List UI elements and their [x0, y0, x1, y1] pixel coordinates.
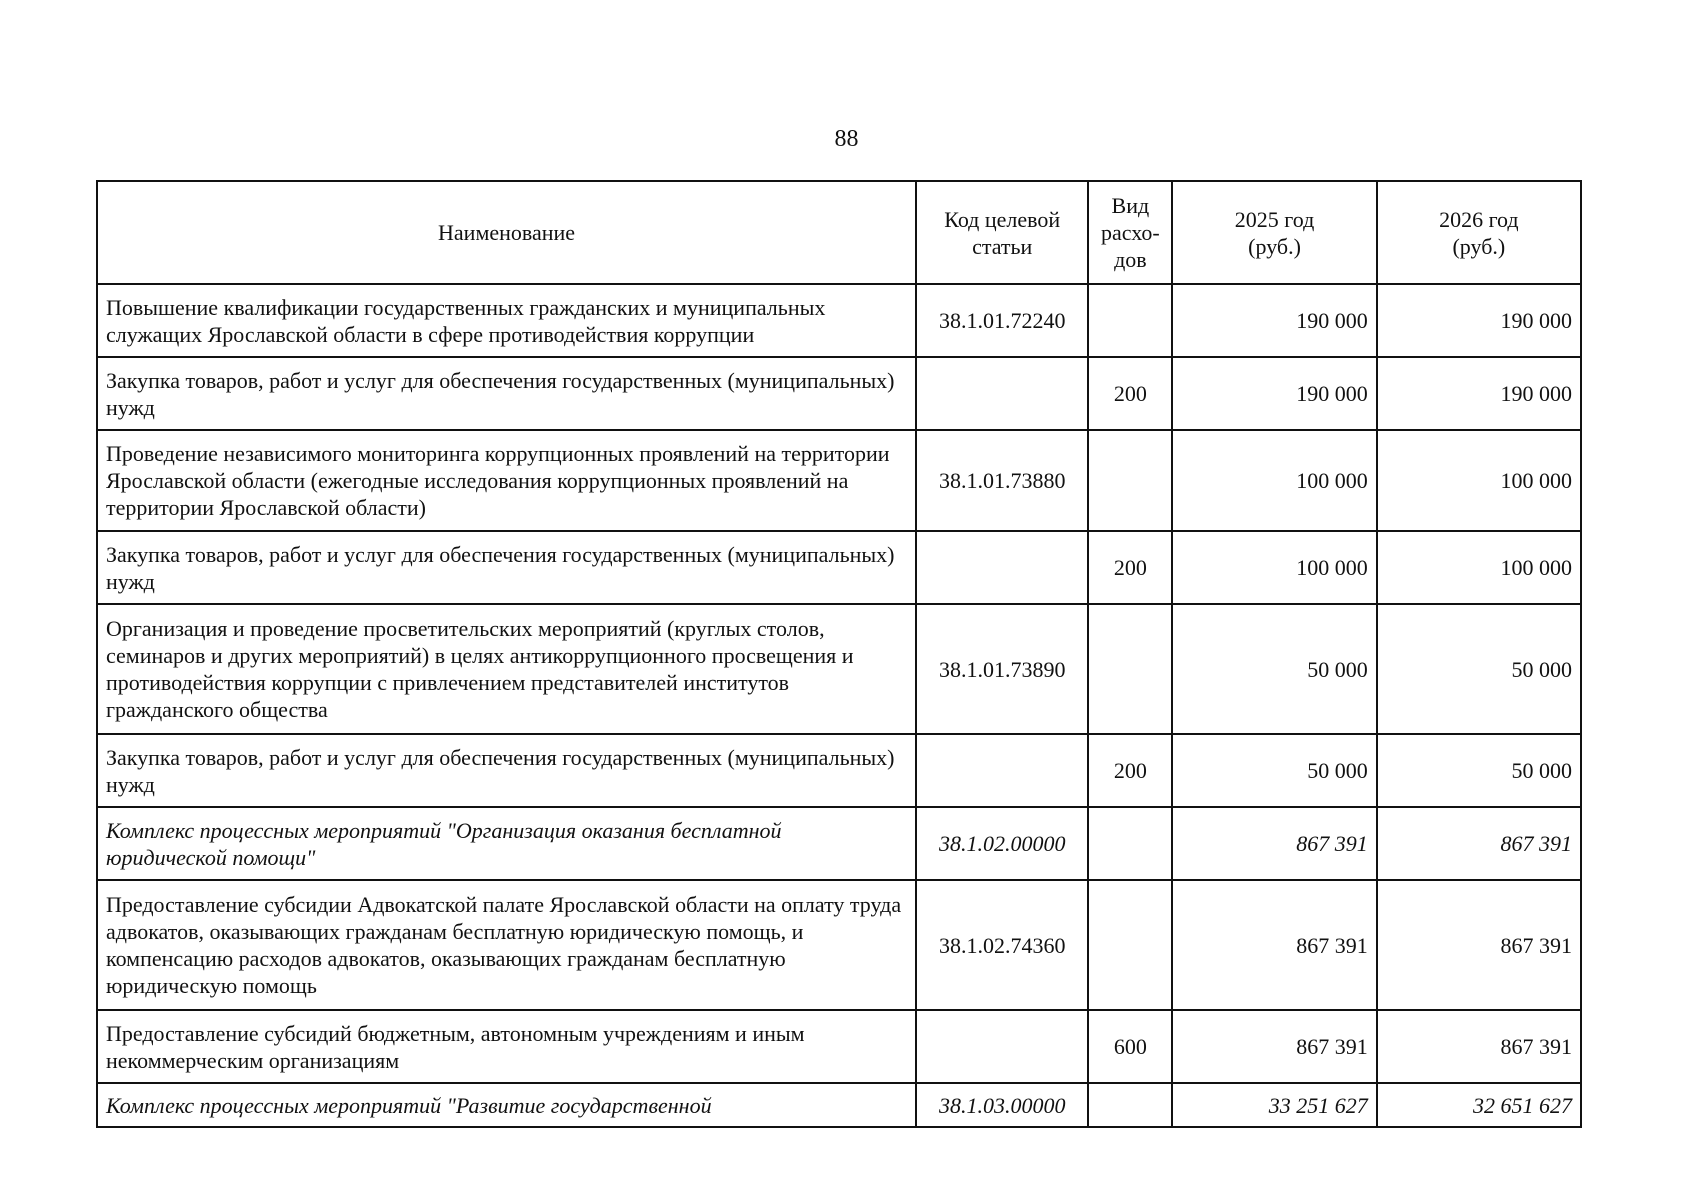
row-name: Комплекс процессных мероприятий "Организация оказания бесплатной юридической помощи" [97, 807, 916, 880]
row-kind [1088, 430, 1172, 531]
table-row [97, 1010, 1581, 1083]
row-2026: 867 391 [1377, 807, 1581, 880]
header-kind-line: дов [1114, 247, 1147, 272]
row-code: 38.1.01.73880 [916, 430, 1088, 531]
row-2026: 50 000 [1377, 604, 1581, 734]
row-2026: 190 000 [1377, 284, 1581, 357]
row-code [916, 531, 1088, 604]
row-code [916, 1010, 1088, 1083]
row-2025: 867 391 [1172, 1010, 1376, 1083]
row-name: Организация и проведение просветительских мероприятий (круглых столов, семинаров и других мероприятий) в целях антикоррупционного просвещения и противодействия коррупции с привлечением представителей институтов гражданского общества [97, 604, 916, 734]
row-2026: 100 000 [1377, 531, 1581, 604]
header-2025-line: (руб.) [1248, 233, 1301, 259]
row-2025: 867 391 [1172, 880, 1376, 1010]
row-kind [1088, 604, 1172, 734]
header-2026-line: (руб.) [1452, 233, 1506, 259]
row-2025: 100 000 [1172, 531, 1376, 604]
row-code [916, 357, 1088, 430]
row-name: Закупка товаров, работ и услуг для обеспечения государственных (муниципальных) нужд [97, 531, 916, 604]
row-2026: 867 391 [1377, 1010, 1581, 1083]
table-row [97, 284, 1581, 357]
row-kind: 600 [1088, 1010, 1172, 1083]
row-2026: 100 000 [1377, 430, 1581, 531]
row-2025: 50 000 [1172, 604, 1376, 734]
row-kind [1088, 807, 1172, 880]
header-code-line: Код целевой [944, 206, 1061, 232]
header-name-text: Наименование [438, 220, 576, 245]
header-kind-line: расхо- [1101, 220, 1160, 245]
table-header-row [97, 181, 1581, 284]
row-2025: 100 000 [1172, 430, 1376, 531]
row-name: Повышение квалификации государственных гражданских и муниципальных служащих Ярославской области в сфере противодействия коррупции [97, 284, 916, 357]
row-2025: 33 251 627 [1172, 1083, 1376, 1127]
header-2026-line: 2026 год [1439, 206, 1519, 232]
table-row [97, 880, 1581, 1010]
row-name: Предоставление субсидии Адвокатской палате Ярославской области на оплату труда адвокатов, оказывающих гражданам бесплатную юридическую помощь, и компенсацию расходов адвокатов, оказывающих гражданам бесплатную юридическую помощь [97, 880, 916, 1010]
row-name: Проведение независимого мониторинга коррупционных проявлений на территории Ярославской области (ежегодные исследования коррупционных проявлений на территории Ярославской области) [97, 430, 916, 531]
header-code-line: статьи [972, 233, 1033, 259]
row-2025: 190 000 [1172, 357, 1376, 430]
row-2026: 32 651 627 [1377, 1083, 1581, 1127]
header-2025 [1172, 181, 1376, 284]
row-kind: 200 [1088, 357, 1172, 430]
header-kind [1088, 181, 1172, 284]
row-code: 38.1.01.73890 [916, 604, 1088, 734]
row-code: 38.1.03.00000 [916, 1083, 1088, 1127]
row-name: Закупка товаров, работ и услуг для обеспечения государственных (муниципальных) нужд [97, 357, 916, 430]
table-row [97, 357, 1581, 430]
header-code [916, 181, 1088, 284]
row-kind: 200 [1088, 531, 1172, 604]
header-2026 [1377, 181, 1581, 284]
table-row-subtotal [97, 1083, 1581, 1127]
header-kind-line: Вид [1111, 193, 1150, 218]
row-code [916, 734, 1088, 807]
row-2025: 50 000 [1172, 734, 1376, 807]
header-name [97, 181, 916, 284]
table-row [97, 734, 1581, 807]
row-2025: 867 391 [1172, 807, 1376, 880]
row-name: Комплекс процессных мероприятий "Развитие государственной [97, 1083, 916, 1127]
row-name: Предоставление субсидий бюджетным, автономным учреждениям и иным некоммерческим организациям [97, 1010, 916, 1083]
row-2026: 190 000 [1377, 357, 1581, 430]
budget-table [96, 180, 1582, 1128]
row-kind [1088, 1083, 1172, 1127]
table-row-subtotal [97, 807, 1581, 880]
table-row [97, 430, 1581, 531]
row-kind [1088, 880, 1172, 1010]
row-kind [1088, 284, 1172, 357]
row-code: 38.1.01.72240 [916, 284, 1088, 357]
row-name: Закупка товаров, работ и услуг для обеспечения государственных (муниципальных) нужд [97, 734, 916, 807]
header-2025-line: 2025 год [1234, 206, 1315, 232]
row-2026: 50 000 [1377, 734, 1581, 807]
row-2025: 190 000 [1172, 284, 1376, 357]
row-code: 38.1.02.00000 [916, 807, 1088, 880]
page-number-text: 88 [834, 126, 859, 152]
table-row [97, 604, 1581, 734]
row-2026: 867 391 [1377, 880, 1581, 1010]
page-number [0, 124, 1697, 154]
row-kind: 200 [1088, 734, 1172, 807]
row-code: 38.1.02.74360 [916, 880, 1088, 1010]
table-row [97, 531, 1581, 604]
